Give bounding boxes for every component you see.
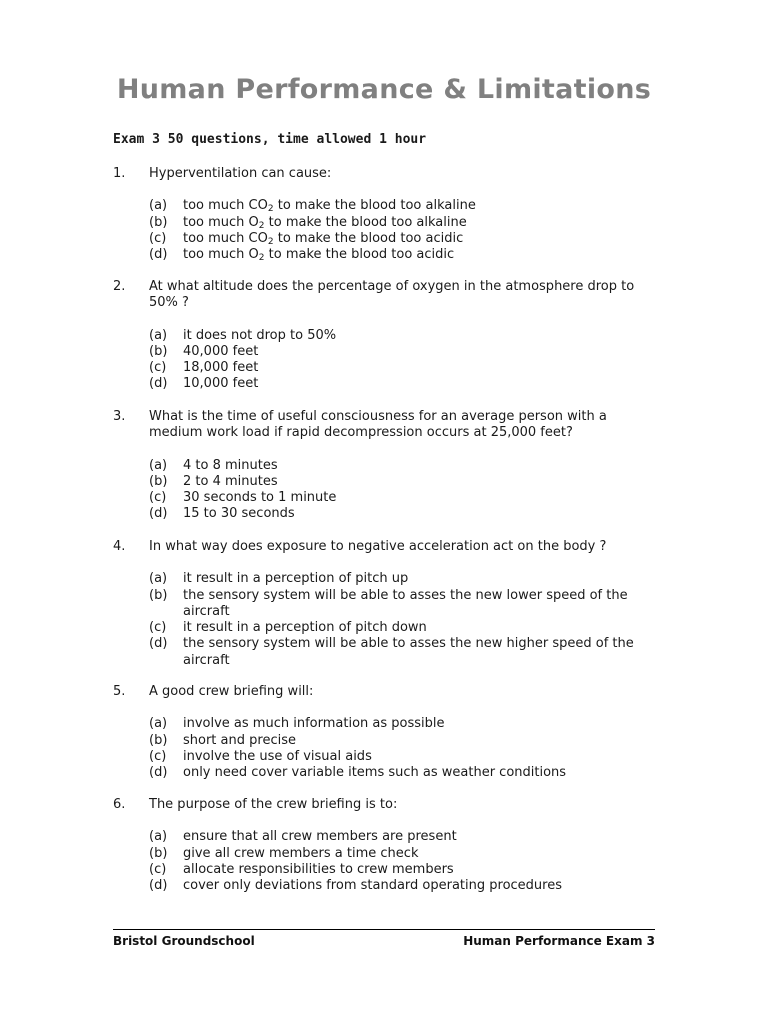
answer-option bbox=[149, 571, 653, 587]
question-4 bbox=[113, 539, 653, 669]
answer-option bbox=[149, 231, 653, 247]
option-letter: (d) bbox=[149, 765, 168, 781]
question-number: 4. bbox=[113, 539, 126, 554]
answer-option bbox=[149, 344, 653, 360]
option-letter: (d) bbox=[149, 376, 168, 392]
question-6 bbox=[113, 797, 653, 894]
answer-option bbox=[149, 716, 653, 732]
option-text: 4 to 8 minutes bbox=[183, 457, 278, 473]
question-3 bbox=[113, 409, 653, 523]
question-5 bbox=[113, 684, 653, 781]
question-text: At what altitude does the percentage of oxygen in the atmosphere drop to 50% ? bbox=[149, 279, 635, 311]
answer-option bbox=[149, 360, 653, 376]
option-letter: (b) bbox=[149, 845, 168, 861]
answer-option bbox=[149, 506, 653, 522]
option-letter: (c) bbox=[149, 620, 167, 636]
answer-option bbox=[149, 198, 653, 214]
option-text: allocate responsibilities to crew members bbox=[183, 861, 454, 877]
answer-option bbox=[149, 247, 653, 263]
option-letter: (d) bbox=[149, 506, 168, 522]
option-letter: (a) bbox=[149, 571, 168, 587]
option-letter: (a) bbox=[149, 716, 168, 732]
option-text: give all crew members a time check bbox=[183, 845, 419, 861]
option-letter: (b) bbox=[149, 343, 168, 359]
page-title: Human Performance & Limitations bbox=[116, 74, 652, 105]
answer-option bbox=[149, 636, 653, 669]
footer-school-name: Bristol Groundschool bbox=[113, 934, 255, 948]
answer-option bbox=[149, 846, 653, 862]
option-text: too much $O_2$ to make the blood too acidic bbox=[183, 247, 455, 264]
option-text: too much $O_2$ to make the blood too alkaline bbox=[183, 214, 467, 231]
option-text: too much $CO_2$ to make the blood too alkaline bbox=[183, 198, 476, 215]
answer-option bbox=[149, 829, 653, 845]
answer-option bbox=[149, 328, 653, 344]
option-letter: (a) bbox=[149, 457, 168, 473]
option-text: it result in a perception of pitch up bbox=[183, 571, 409, 587]
answer-option bbox=[149, 458, 653, 474]
option-text: 18,000 feet bbox=[183, 360, 259, 376]
option-text: ensure that all crew members are present bbox=[183, 829, 457, 845]
answer-option bbox=[149, 878, 653, 894]
question-1 bbox=[113, 166, 653, 263]
question-number: 2. bbox=[113, 279, 126, 294]
answer-option bbox=[149, 588, 653, 621]
option-letter: (a) bbox=[149, 198, 168, 214]
option-text: cover only deviations from standard operating procedures bbox=[183, 878, 562, 894]
option-letter: (b) bbox=[149, 732, 168, 748]
question-2 bbox=[113, 279, 653, 393]
option-letter: (c) bbox=[149, 360, 167, 376]
option-text: the sensory system will be able to asses the new higher speed of the aircraft bbox=[183, 636, 634, 668]
answer-option bbox=[149, 765, 653, 781]
answer-option bbox=[149, 215, 653, 231]
option-letter: (b) bbox=[149, 587, 168, 603]
option-letter: (b) bbox=[149, 473, 168, 489]
option-text: involve the use of visual aids bbox=[183, 748, 372, 764]
option-text: 10,000 feet bbox=[183, 376, 259, 392]
option-letter: (a) bbox=[149, 327, 168, 343]
option-text: 40,000 feet bbox=[183, 343, 259, 359]
answer-option bbox=[149, 490, 653, 506]
question-text: The purpose of the crew briefing is to: bbox=[149, 797, 398, 812]
option-letter: (d) bbox=[149, 878, 168, 894]
option-text: too much $CO_2$ to make the blood too acidic bbox=[183, 230, 464, 247]
question-number: 3. bbox=[113, 409, 126, 424]
option-letter: (b) bbox=[149, 214, 168, 230]
option-letter: (c) bbox=[149, 490, 167, 506]
option-letter: (c) bbox=[149, 861, 167, 877]
footer-exam-name: Human Performance Exam 3 bbox=[463, 934, 655, 948]
option-text: it result in a perception of pitch down bbox=[183, 620, 427, 636]
option-text: only need cover variable items such as weather conditions bbox=[183, 765, 567, 781]
answer-option bbox=[149, 733, 653, 749]
question-number: 5. bbox=[113, 684, 126, 699]
answer-option bbox=[149, 862, 653, 878]
question-text: What is the time of useful consciousness for an average person with a medium work load if rapid decompression occurs at 25,000 feet? bbox=[149, 409, 607, 441]
option-letter: (a) bbox=[149, 829, 168, 845]
answer-option bbox=[149, 620, 653, 636]
option-text: the sensory system will be able to asses the new lower speed of the aircraft bbox=[183, 587, 628, 619]
question-text: Hyperventilation can cause: bbox=[149, 166, 332, 181]
exam-subtitle: Exam 3 50 questions, time allowed 1 hour bbox=[113, 132, 427, 147]
option-letter: (d) bbox=[149, 247, 168, 263]
question-text: In what way does exposure to negative acceleration act on the body ? bbox=[149, 539, 607, 554]
question-text: A good crew briefing will: bbox=[149, 684, 314, 699]
option-letter: (d) bbox=[149, 636, 168, 652]
question-number: 6. bbox=[113, 797, 126, 812]
option-text: 15 to 30 seconds bbox=[183, 506, 295, 522]
answer-option bbox=[149, 376, 653, 392]
option-text: it does not drop to 50% bbox=[183, 327, 337, 343]
question-number: 1. bbox=[113, 166, 126, 181]
footer-divider bbox=[113, 929, 655, 930]
option-text: 30 seconds to 1 minute bbox=[183, 490, 337, 506]
option-letter: (c) bbox=[149, 230, 167, 246]
option-text: involve as much information as possible bbox=[183, 716, 445, 732]
answer-option bbox=[149, 474, 653, 490]
option-letter: (c) bbox=[149, 748, 167, 764]
option-text: 2 to 4 minutes bbox=[183, 473, 278, 489]
answer-option bbox=[149, 749, 653, 765]
option-text: short and precise bbox=[183, 732, 296, 748]
